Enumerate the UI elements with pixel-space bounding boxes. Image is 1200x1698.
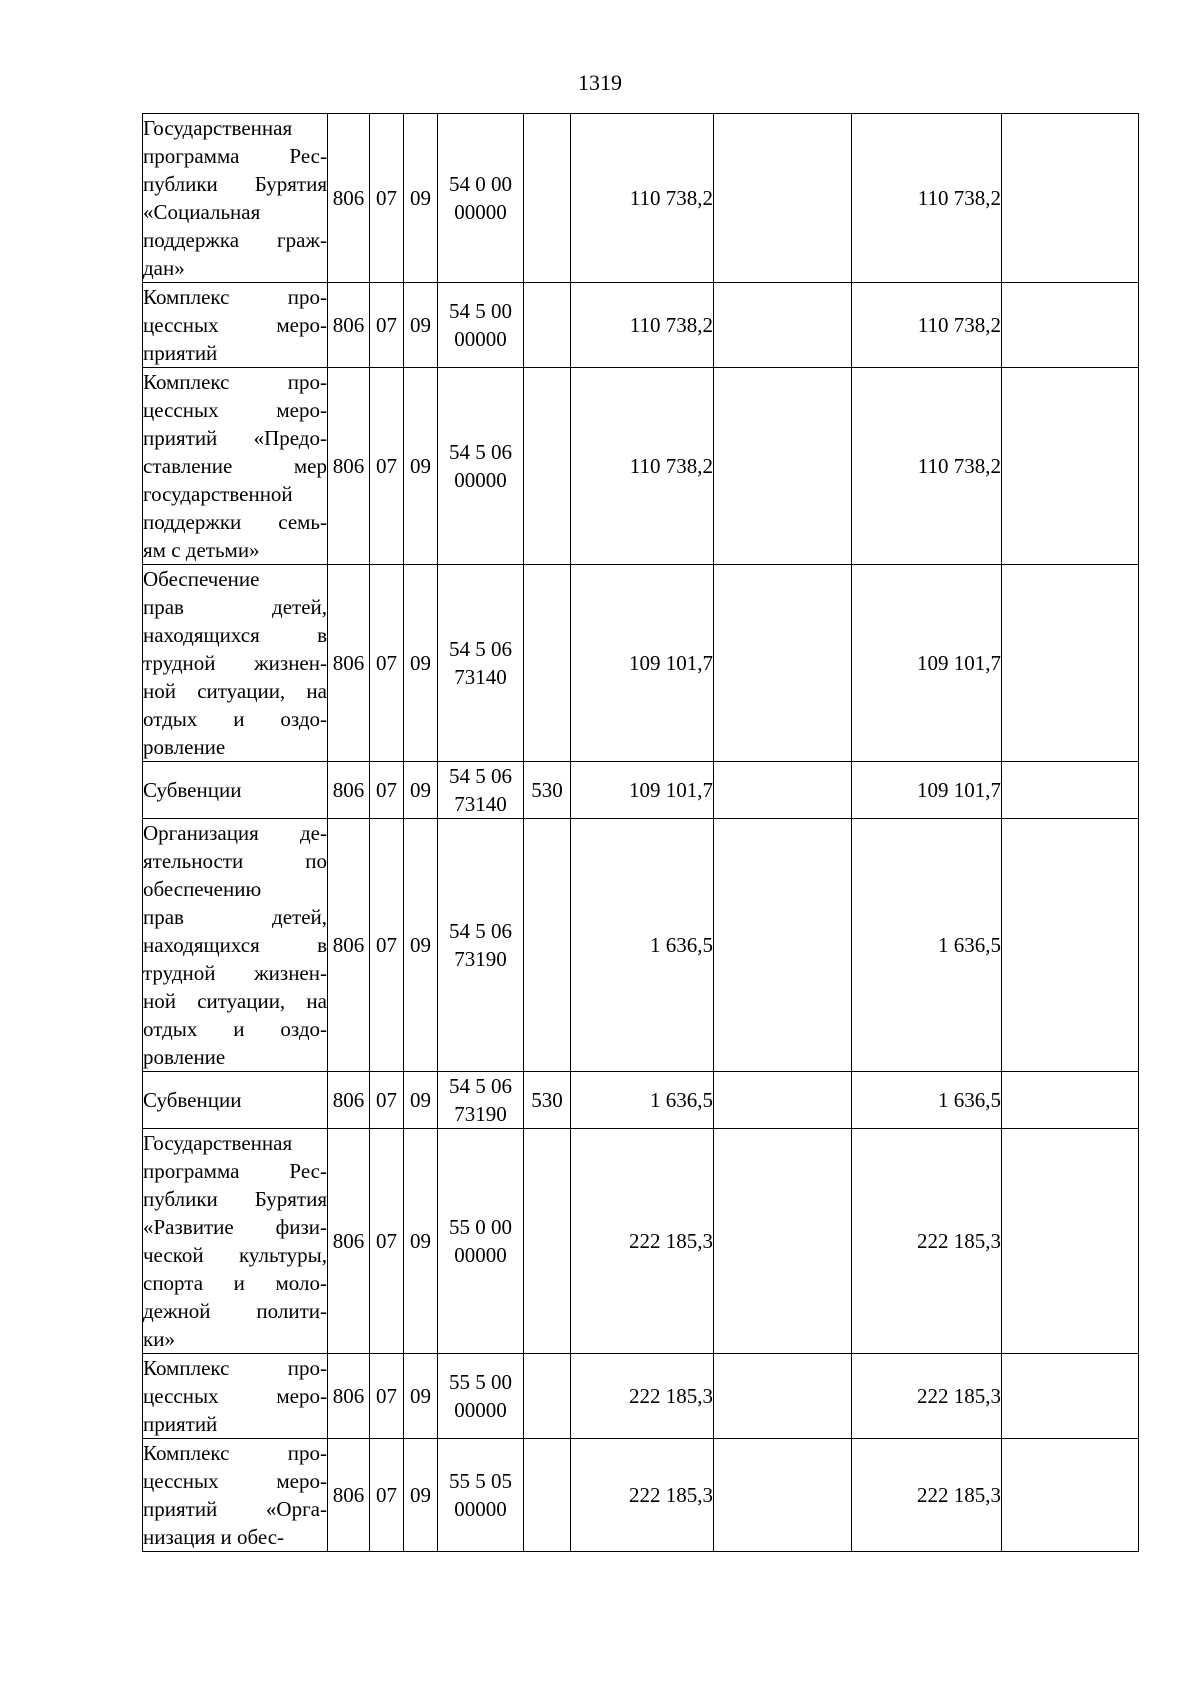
description-line: трудной жизнен-: [143, 651, 327, 675]
cell-amount-col5: [1002, 762, 1139, 819]
cell-subsection: 09: [404, 565, 438, 762]
cell-amount-col3: [714, 565, 852, 762]
description-line: цессных меро-: [143, 398, 327, 422]
description-line: спорта и моло-: [143, 1271, 327, 1295]
cell-description: [143, 1129, 328, 1354]
description-line: Субвенции: [143, 778, 242, 802]
description-line: Государственная: [143, 116, 293, 140]
target-code-line: 00000: [454, 200, 507, 224]
cell-expense-type: 530: [524, 762, 571, 819]
description-line: находящихся в: [143, 933, 327, 957]
cell-amount-col3: [714, 1354, 852, 1439]
description-line: Обеспечение: [143, 567, 260, 591]
description-line: поддержки семь-: [143, 510, 327, 534]
cell-amount-col4: 110 738,2: [852, 283, 1002, 368]
table-row: [143, 1072, 1139, 1129]
cell-subsection: 09: [404, 1439, 438, 1552]
cell-ministry: 806: [328, 283, 370, 368]
cell-amount-col5: [1002, 114, 1139, 283]
cell-amount-total: 1 636,5: [571, 1072, 714, 1129]
cell-amount-col3: [714, 283, 852, 368]
cell-section: 07: [370, 762, 404, 819]
target-code-line: 54 5 06: [449, 764, 512, 788]
description-line: дежной полити-: [143, 1299, 327, 1323]
description-line: прав детей,: [143, 905, 327, 929]
target-code-line: 00000: [454, 1497, 507, 1521]
cell-amount-col3: [714, 762, 852, 819]
description-line: прав детей,: [143, 595, 327, 619]
description-line: ям с детьми»: [143, 538, 260, 562]
description-line: Комплекс про-: [143, 285, 327, 309]
cell-amount-total: 1 636,5: [571, 819, 714, 1072]
description-line: обеспечению: [143, 877, 262, 901]
description-line: отдых и оздо-: [143, 1017, 327, 1041]
description-line: ной ситуации, на: [143, 989, 327, 1013]
cell-amount-total: 109 101,7: [571, 762, 714, 819]
description-line: ки»: [143, 1327, 175, 1351]
cell-ministry: 806: [328, 565, 370, 762]
cell-subsection: 09: [404, 1354, 438, 1439]
description-line: Государственная: [143, 1131, 293, 1155]
cell-expense-type: [524, 565, 571, 762]
cell-description: [143, 1072, 328, 1129]
cell-amount-col4: 222 185,3: [852, 1129, 1002, 1354]
target-code-line: 73190: [454, 1102, 507, 1126]
description-line: приятий: [143, 341, 218, 365]
cell-amount-col3: [714, 368, 852, 565]
cell-description: [143, 1439, 328, 1552]
cell-amount-col4: 222 185,3: [852, 1354, 1002, 1439]
cell-description: [143, 565, 328, 762]
description-line: приятий: [143, 1412, 218, 1436]
page-number: 1319: [578, 70, 622, 95]
target-code-line: 54 5 06: [449, 440, 512, 464]
cell-amount-total: 110 738,2: [571, 283, 714, 368]
description-line: публики Бурятия: [143, 1187, 327, 1211]
cell-target-code: [438, 762, 524, 819]
cell-target-code: [438, 114, 524, 283]
cell-amount-col4: 110 738,2: [852, 368, 1002, 565]
target-code-line: 00000: [454, 327, 507, 351]
description-line: ровление: [143, 1045, 226, 1069]
cell-amount-total: 110 738,2: [571, 368, 714, 565]
description-line: трудной жизнен-: [143, 961, 327, 985]
cell-amount-col3: [714, 1129, 852, 1354]
target-code-line: 54 0 00: [449, 172, 512, 196]
description-line: отдых и оздо-: [143, 707, 327, 731]
cell-amount-total: 222 185,3: [571, 1129, 714, 1354]
cell-ministry: 806: [328, 762, 370, 819]
cell-amount-col3: [714, 114, 852, 283]
cell-section: 07: [370, 368, 404, 565]
table-row: [143, 565, 1139, 762]
cell-amount-col4: 109 101,7: [852, 565, 1002, 762]
cell-section: 07: [370, 1439, 404, 1552]
cell-subsection: 09: [404, 819, 438, 1072]
cell-ministry: 806: [328, 114, 370, 283]
cell-expense-type: [524, 114, 571, 283]
cell-expense-type: [524, 1129, 571, 1354]
cell-ministry: 806: [328, 1354, 370, 1439]
cell-subsection: 09: [404, 1072, 438, 1129]
cell-section: 07: [370, 114, 404, 283]
table-row: [143, 1439, 1139, 1552]
cell-amount-col3: [714, 1439, 852, 1552]
cell-amount-col4: 1 636,5: [852, 819, 1002, 1072]
cell-ministry: 806: [328, 1439, 370, 1552]
description-line: Комплекс про-: [143, 1356, 327, 1380]
description-line: Комплекс про-: [143, 1441, 327, 1465]
target-code-line: 55 5 00: [449, 1370, 512, 1394]
description-line: Субвенции: [143, 1088, 242, 1112]
table-row: [143, 368, 1139, 565]
cell-amount-col4: 222 185,3: [852, 1439, 1002, 1552]
description-line: цессных меро-: [143, 1469, 327, 1493]
cell-expense-type: 530: [524, 1072, 571, 1129]
description-line: программа Рес-: [143, 144, 327, 168]
cell-amount-total: 222 185,3: [571, 1439, 714, 1552]
table-row: [143, 114, 1139, 283]
table-row: [143, 1354, 1139, 1439]
cell-description: [143, 114, 328, 283]
description-line: приятий «Предо-: [143, 426, 327, 450]
cell-target-code: [438, 283, 524, 368]
cell-description: [143, 283, 328, 368]
description-line: Комплекс про-: [143, 370, 327, 394]
target-code-line: 00000: [454, 1243, 507, 1267]
cell-amount-total: 110 738,2: [571, 114, 714, 283]
cell-section: 07: [370, 1354, 404, 1439]
cell-ministry: 806: [328, 1072, 370, 1129]
cell-amount-col4: 1 636,5: [852, 1072, 1002, 1129]
target-code-line: 73190: [454, 947, 507, 971]
cell-description: [143, 368, 328, 565]
description-line: ческой культуры,: [143, 1243, 327, 1267]
cell-expense-type: [524, 1439, 571, 1552]
cell-subsection: 09: [404, 283, 438, 368]
cell-amount-col5: [1002, 565, 1139, 762]
cell-expense-type: [524, 368, 571, 565]
table-row: [143, 762, 1139, 819]
cell-section: 07: [370, 1129, 404, 1354]
description-line: приятий «Орга-: [143, 1497, 327, 1521]
cell-subsection: 09: [404, 1129, 438, 1354]
cell-target-code: [438, 368, 524, 565]
target-code-line: 54 5 06: [449, 1074, 512, 1098]
cell-section: 07: [370, 819, 404, 1072]
table-body: [143, 114, 1139, 1552]
target-code-line: 54 5 00: [449, 299, 512, 323]
cell-amount-col5: [1002, 1072, 1139, 1129]
target-code-line: 73140: [454, 665, 507, 689]
table-row: [143, 283, 1139, 368]
cell-subsection: 09: [404, 368, 438, 565]
table-row: [143, 819, 1139, 1072]
cell-amount-col5: [1002, 819, 1139, 1072]
description-line: поддержка граж-: [143, 228, 327, 252]
description-line: находящихся в: [143, 623, 327, 647]
cell-amount-total: 109 101,7: [571, 565, 714, 762]
budget-table: [142, 113, 1139, 1552]
cell-section: 07: [370, 283, 404, 368]
cell-amount-col4: 110 738,2: [852, 114, 1002, 283]
description-line: дан»: [143, 256, 185, 280]
cell-target-code: [438, 1439, 524, 1552]
cell-target-code: [438, 1354, 524, 1439]
cell-target-code: [438, 1129, 524, 1354]
description-line: цессных меро-: [143, 313, 327, 337]
table-row: [143, 1129, 1139, 1354]
description-line: ной ситуации, на: [143, 679, 327, 703]
description-line: ровление: [143, 735, 226, 759]
cell-amount-col5: [1002, 1354, 1139, 1439]
cell-amount-total: 222 185,3: [571, 1354, 714, 1439]
cell-amount-col3: [714, 819, 852, 1072]
description-line: цессных меро-: [143, 1384, 327, 1408]
cell-amount-col5: [1002, 1129, 1139, 1354]
description-line: ставление мер: [143, 454, 327, 478]
cell-target-code: [438, 565, 524, 762]
target-code-line: 54 5 06: [449, 637, 512, 661]
target-code-line: 54 5 06: [449, 919, 512, 943]
target-code-line: 00000: [454, 468, 507, 492]
cell-amount-col5: [1002, 283, 1139, 368]
cell-section: 07: [370, 565, 404, 762]
description-line: публики Бурятия: [143, 172, 327, 196]
description-line: «Развитие физи-: [143, 1215, 327, 1239]
cell-description: [143, 819, 328, 1072]
cell-subsection: 09: [404, 762, 438, 819]
target-code-line: 55 0 00: [449, 1215, 512, 1239]
target-code-line: 00000: [454, 1398, 507, 1422]
description-line: программа Рес-: [143, 1159, 327, 1183]
cell-description: [143, 762, 328, 819]
cell-amount-col3: [714, 1072, 852, 1129]
description-line: Организация де-: [143, 821, 327, 845]
description-line: низация и обес-: [143, 1525, 285, 1549]
cell-description: [143, 1354, 328, 1439]
cell-target-code: [438, 819, 524, 1072]
description-line: ятельности по: [143, 849, 327, 873]
target-code-line: 73140: [454, 792, 507, 816]
cell-target-code: [438, 1072, 524, 1129]
target-code-line: 55 5 05: [449, 1469, 512, 1493]
description-line: «Социальная: [143, 200, 261, 224]
cell-ministry: 806: [328, 819, 370, 1072]
cell-ministry: 806: [328, 1129, 370, 1354]
cell-subsection: 09: [404, 114, 438, 283]
cell-section: 07: [370, 1072, 404, 1129]
cell-expense-type: [524, 1354, 571, 1439]
cell-amount-col4: 109 101,7: [852, 762, 1002, 819]
cell-ministry: 806: [328, 368, 370, 565]
description-line: государственной: [143, 482, 293, 506]
cell-amount-col5: [1002, 368, 1139, 565]
cell-amount-col5: [1002, 1439, 1139, 1552]
cell-expense-type: [524, 819, 571, 1072]
cell-expense-type: [524, 283, 571, 368]
